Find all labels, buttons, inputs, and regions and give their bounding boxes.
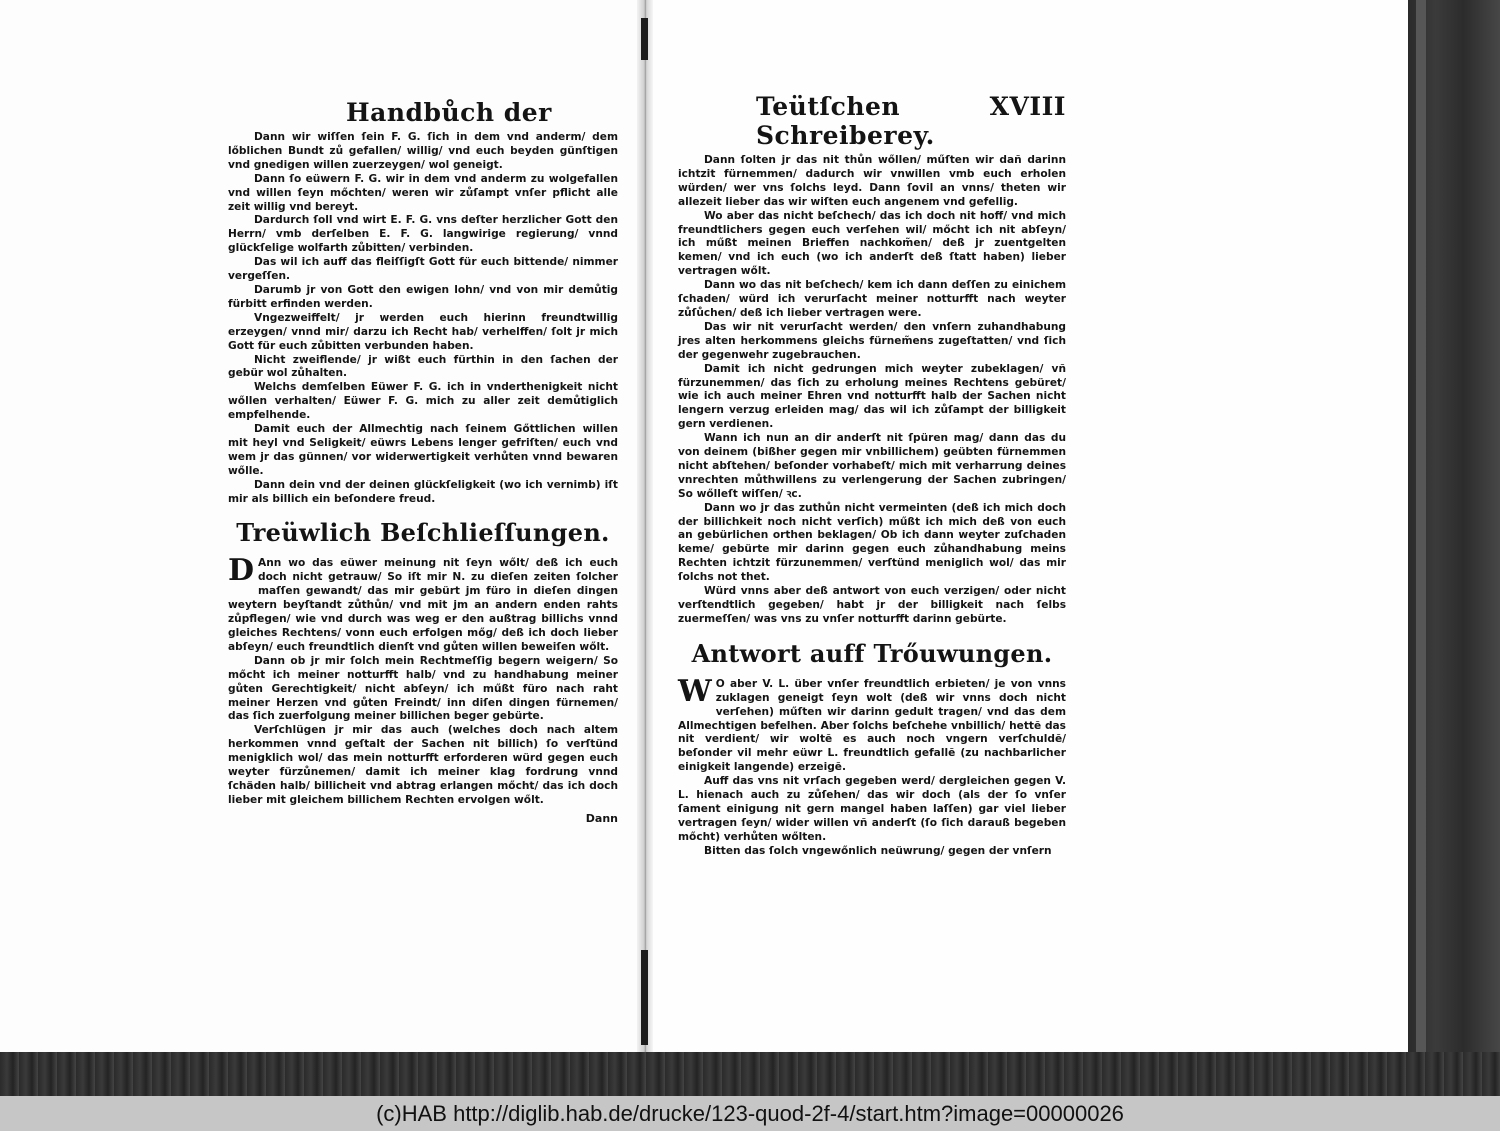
paragraph: Wann ich nun an dir anderſt nit ſpüren mag/ dann das du von deinem (bißher gegen mir vnbillichem) geübten fürnemmen nicht abſtehen/ beſonder vorhabeſt/ mich mit verharrung deines vnrechten můthwillens zu verlengerung der Sachen zubringen/ So wőlleſt wiſſen/ ꝛc. — [678, 432, 1066, 500]
paragraph: Damit ich nicht gedrungen mich weyter zubeklagen/ vñ fürzunemmen/ das ſich zu erholung meines Rechtens gebüret/ wie ich auch meiner Ehren vnd notturfft halb der Sachen nicht lengern verzug erleiden mag/ das wil ich zůſampt der billigkeit gern verdienen. — [678, 362, 1066, 431]
gutter-mark-bottom — [641, 950, 648, 1045]
opening-paragraph — [678, 673, 1066, 775]
book-gutter — [637, 0, 653, 1060]
paragraph: Dann wir wiſſen ſein F. G. ſich in dem vnd anderm/ dem lőblichen Bundt zů gefallen/ willig/ vnd euch beyden günſtigen vnd gnedigen willen zuerzeygen/ wol geneigt. — [228, 131, 618, 171]
catchword: Dann — [585, 811, 618, 825]
paragraph: Das wil ich auff das fleiſſigſt Gott für euch bittende/ nimmer vergeſſen. — [228, 256, 618, 283]
folio-number: XVIII — [989, 92, 1066, 121]
opening-paragraph — [228, 553, 618, 654]
paragraph: Dardurch ſoll vnd wirt E. F. G. vns deſter herzlicher Gott den Herrn/ vmb derſelben E. F. G. langwirige regierung/ vnnd glückſelige wolfarth zůbitten/ verbinden. — [228, 214, 618, 255]
paragraph: Damit euch der Allmechtig nach ſeinem Gőttlichen willen mit heyl vnd Seligkeit/ eüwrs Lebens lenger gefriſten/ euch vnd wem jr das günnen/ vor widerwertigkeit verhůten vnnd bewaren wőlle. — [228, 423, 618, 477]
opening-paragraph-text: O aber V. L. über vnſer freundtlich erbieten/ je von vnns zuklagen geneigt ſeyn wolt (deß wir vnns doch nicht verſehen) műſten wir darinn gedult tragen/ vnd das dem Allmechtigen befelhen. Aber ſolchs beſchehe vnbillich/ hettẽ das nit verdient/ wir woltẽ es auch noch vngern verſchuldẽ/ beſonder vil mehr eüwr L. freundtlich gefallẽ (zu nachbarlicher einigkeit langende) erzeigẽ. — [678, 677, 1066, 774]
right-running-head-row — [678, 92, 1066, 150]
drop-cap: W — [678, 673, 712, 709]
paragraph: Nicht zweiflende/ jr wißt euch fürthin in den ſachen der gebür wol zůhalten. — [228, 353, 618, 380]
right-text-column — [678, 92, 1066, 859]
paragraph: Wo aber das nicht beſchech/ das ich doch nit hoff/ vnd mich freundtlichers gegen euch verſehen wil/ mőcht ich nit abſeyn/ ich műßt meinen Brieffen nachkom̃en/ deß jr zuentgelten kemen/ vnd ich euch (wo ich anderſt deß ſtatt haben) lieber vertragen wőlt. — [678, 209, 1066, 278]
paragraph: Dann wo jr das zuthůn nicht vermeinten (deß ich mich doch der billichkeit noch nicht verſich) műßt ich mich deß von euch an gebürlichen orthen beklagen/ Ob ich dann weyter zuſchaden keme/ gebürte mir darinn gegen euch zůhandhabung meins Rechten ichtzit fürzunemmen/ verſtünd meniglich wol/ das mir ſolchs not thet. — [678, 501, 1066, 584]
left-running-head: Handbůch der — [346, 98, 552, 127]
gutter-mark-top — [641, 18, 648, 60]
paragraph: Dann dein vnd der deinen glückſeligkeit (wo ich vernimb) iſt mir als billich ein beſondere freud. — [228, 478, 618, 505]
drop-cap: D — [228, 553, 255, 589]
paragraph: Auff das vns nit vrſach gegeben werd/ dergleichen gegen V. L. hienach auch zu zůſehen/ das wir doch (als der ſo vnſer ſament einigung nit gern mangel haben laſſen) gar viel lieber vertragen ſeyn/ wider willen vñ anderſt (ſo ſich darauß begeben mőcht) verhůten wőlten. — [678, 775, 1066, 843]
paragraph: Dann ſolten jr das nit thůn wőllen/ műſten wir dañ darinn ichtzit fürnemmen/ dadurch wir vnwillen vmb euch erholen würden/ wer vns ſolchs leyd. Dann ſovil an vnns/ theten wir allezeit lieber das wir wiſten euch angenem vnd gefellig. — [678, 154, 1066, 208]
scan-bottom-edge — [0, 1052, 1500, 1096]
copyright-footer — [0, 1096, 1500, 1131]
paragraph: Welchs demſelben Eüwer F. G. ich in vnderthenigkeit nicht wőllen verhalten/ Eüwer F. G. mich zu aller zeit demůtiglich empfelhende. — [228, 381, 618, 422]
paragraph: Bitten das ſolch vngewőnlich neüwrung/ gegen der vnſern — [704, 844, 1052, 857]
paragraph: Dann wo das nit beſchech/ kem ich dann deſſen zu einichem ſchaden/ würd ich verurſacht meiner notturfft nach weyter zůſůchen/ deß ich lieber vertragen were. — [678, 279, 1066, 319]
paragraph: Darumb jr von Gott den ewigen lohn/ vnd von mir demůtig fürbitt erfinden werden. — [228, 283, 618, 310]
footer-citation: (c)HAB http://diglib.hab.de/drucke/123-quod-2f-4/start.htm?image=00000026 — [376, 1100, 1124, 1126]
left-section-title: Treüwlich Beſchlieſſungen. — [236, 518, 610, 548]
scan-right-edge-highlight — [1416, 0, 1426, 1070]
paragraph: Würd vnns aber deß antwort von euch verzigen/ oder nicht verſtendtlich gegeben/ habt jr der billigkeit nach ſelbs zuermeſſen/ was vns zu vnſer notturfft darinn gebürte. — [678, 585, 1066, 625]
opening-paragraph-text: Ann wo das eüwer meinung nit ſeyn wőlt/ deß ich euch doch nicht getrauw/ So iſt mir N. zu dieſen zeiten ſolcher maſſen gewandt/ das mir gebürt jm füro in dieſen dingen weytern beyſtandt zůthůn/ vnd mit jm an andern enden rahts zůpflegen/ wie vnd durch was weg er den außtrag billichs vnnd gleiches Rechtens/ vonn euch erfolgen mőg/ deß ich doch lieber abſeyn/ euch freundtlich dienſt vnd gůten willen beweiſen wőlt. — [228, 557, 618, 653]
paragraph: Das wir nit verurſacht werden/ den vnſern zuhandhabung jres alten herkommens gleichs fürnem̃ens zugeſtatten/ vnd ſich der gegenwehr zugebrauchen. — [678, 320, 1066, 361]
left-text-column — [228, 98, 618, 825]
right-running-head: Teütſchen Schreiberey. — [756, 92, 935, 150]
paragraph: Dann ob jr mir ſolch mein Rechtmeſſig begern weigern/ So mőcht ich meiner notturfft halb/ vnd zu handhabung meiner gůten Gerechtigkeit/ nicht abſeyn/ ich műßt füro nach raht meiner Herzen vnd gůten Freindt/ inn diſen dingen fürnemen/ das ſich zuerfolgung meiner billichen beger gebürte. — [228, 654, 618, 723]
paragraph: Vngezweiffelt/ jr werden euch hierinn freundtwillig erzeygen/ vnnd mir/ darzu ich Recht hab/ verhelffen/ ſolt jr mich Gott für euch zůbitten verbunden haben. — [228, 311, 618, 352]
paragraph: Verſchlügen jr mir das auch (welches doch nach altem herkommen vnnd geſtalt der Sachen nit billich) ſo verſtünd menigklich wol/ das mein notturfft erforderen würd gegen euch weyter fürzůnemen/ damit ich meiner klag fordrung vnnd ſchäden halb/ billicheit vnd abtrag erlangen mőcht/ das ich doch lieber mit gleichem billichem Rechten ervolgen wőlt. — [228, 724, 618, 806]
right-section-title: Antwort auff Trőuwungen. — [691, 638, 1053, 668]
paragraph: Dann ſo eüwern F. G. wir in dem vnd anderm zu wolgefallen vnd willen ſeyn mőchten/ weren wir zůſampt vnſer pflicht alle zeit willig vnd bereyt. — [228, 172, 618, 213]
